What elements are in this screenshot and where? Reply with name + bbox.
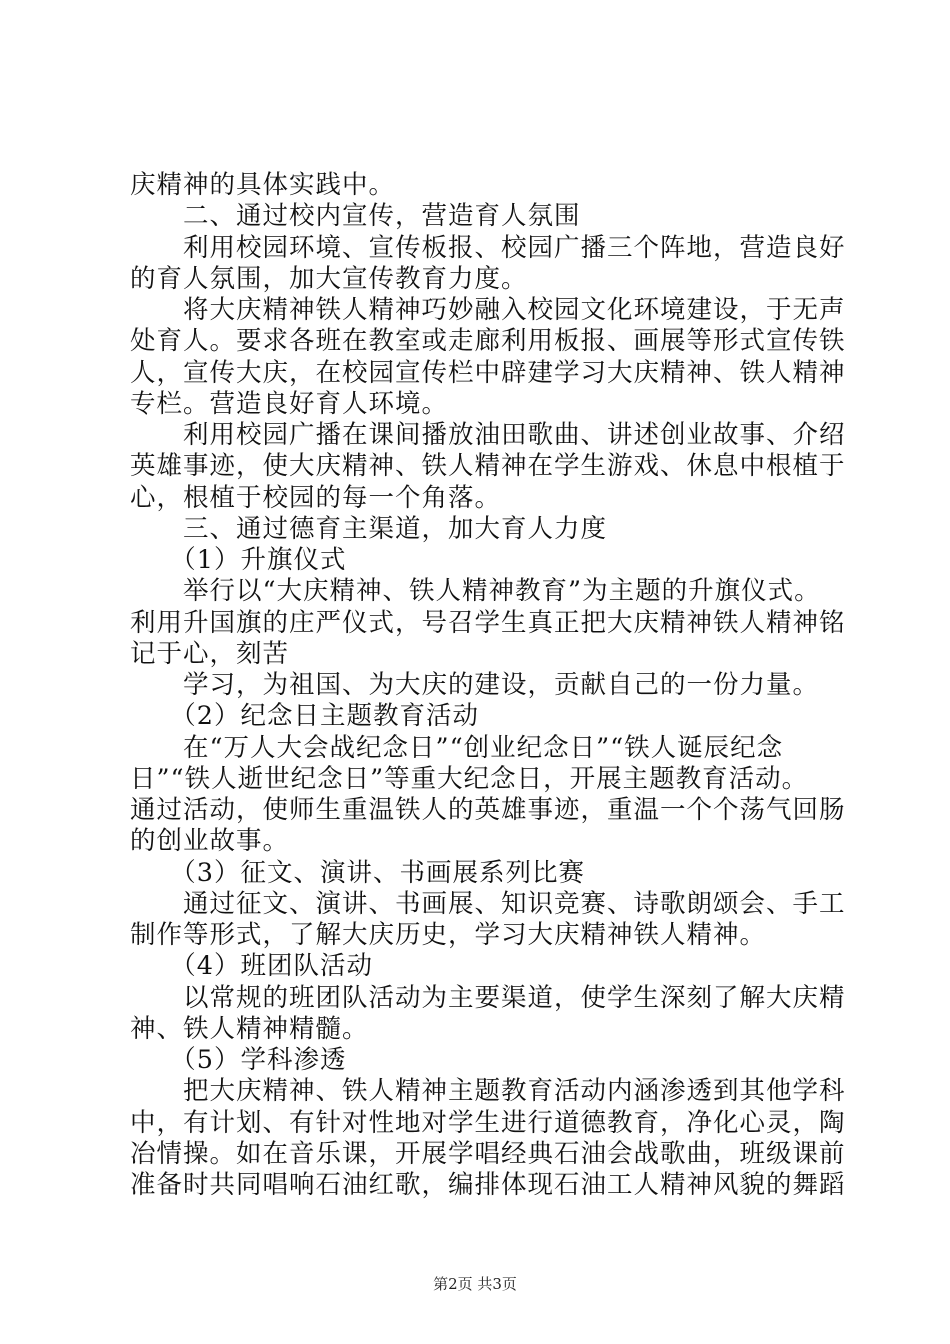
text-line: （1）升旗仪式 [130, 545, 347, 575]
text-line: 通过征文、演讲、书画展、知识竞赛、诗歌朗颂会、手工 [130, 888, 846, 919]
text-line: 庆精神的具体实践中。 [130, 170, 396, 200]
text-line: 利用升国旗的庄严仪式，号召学生真正把大庆精神铁人精神铭 [130, 607, 846, 638]
text-line: 的创业故事。 [130, 826, 290, 857]
text-line: 神、铁人精神精髓。 [130, 1013, 369, 1044]
text-line: 的育人氛围，加大宣传教育力度。 [130, 263, 528, 294]
text-line: 将大庆精神铁人精神巧妙融入校园文化环境建设，于无声 [130, 295, 846, 325]
text-line: 专栏。营造良好育人环境。 [130, 388, 449, 419]
text-line: （2）纪念日主题教育活动 [130, 701, 479, 732]
text-line: 处育人。要求各班在教室或走廊利用板报、画展等形式宣传铁 [130, 326, 846, 357]
text-line: 制作等形式，了解大庆历史，学习大庆精神铁人精神。 [130, 920, 767, 950]
text-line: 以常规的班团队活动为主要渠道，使学生深刻了解大庆精 [130, 982, 846, 1013]
text-line: 在“万人大会战纪念日”“创业纪念日”“铁人诞辰纪念 [130, 732, 784, 763]
text-line: 英雄事迹，使大庆精神、铁人精神在学生游戏、休息中根植于 [130, 451, 846, 482]
text-line: 准备时共同唱响石油红歌，编排体现石油工人精神风貌的舞蹈 [130, 1170, 846, 1200]
text-line: 中，有计划、有针对性地对学生进行道德教育，净化心灵，陶 [130, 1107, 846, 1138]
text-line: 通过活动，使师生重温铁人的英雄事迹，重温一个个荡气回肠 [130, 795, 846, 825]
text-line: 三、通过德育主渠道，加大育人力度 [130, 513, 608, 544]
text-line: 把大庆精神、铁人精神主题教育活动内涵渗透到其他学科 [130, 1076, 846, 1107]
text-line: 心，根植于校园的每一个角落。 [130, 482, 502, 513]
text-line: （3）征文、演讲、书画展系列比赛 [130, 857, 585, 888]
text-line: 冶情操。如在音乐课，开展学唱经典石油会战歌曲，班级课前 [130, 1138, 846, 1169]
text-line: 学习，为祖国、为大庆的建设，贡献自己的一份力量。 [130, 670, 820, 700]
text-line: 记于心，刻苦 [130, 638, 290, 669]
text-line: （5）学科渗透 [130, 1045, 347, 1075]
page-footer: 第2页 共3页 [433, 1275, 517, 1293]
text-line: 举行以“大庆精神、铁人精神教育”为主题的升旗仪式。 [130, 576, 821, 607]
text-line: 日”“铁人逝世纪念日”等重大纪念日，开展主题教育活动。 [130, 763, 809, 794]
text-line: （4）班团队活动 [130, 951, 373, 982]
text-line: 二、通过校内宣传，营造育人氛围 [130, 201, 581, 232]
text-line: 利用校园环境、宣传板报、校园广播三个阵地，营造良好 [130, 232, 846, 263]
text-line: 人，宣传大庆，在校园宣传栏中辟建学习大庆精神、铁人精神 [130, 357, 846, 388]
text-line: 利用校园广播在课间播放油田歌曲、讲述创业故事、介绍 [130, 420, 846, 450]
